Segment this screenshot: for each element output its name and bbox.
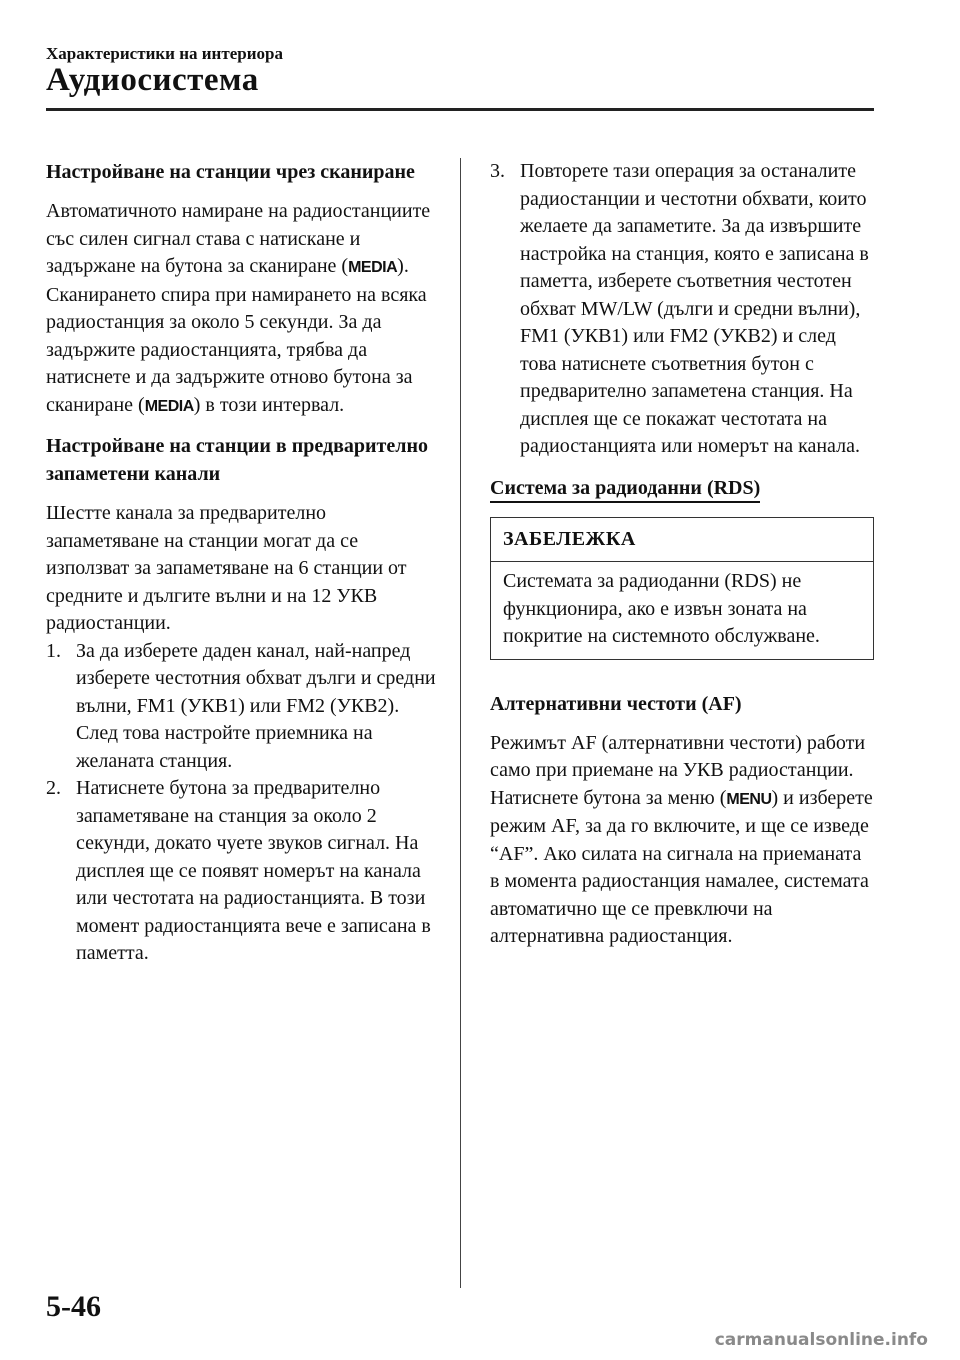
note-box [490, 517, 874, 660]
scan-heading: Настройване на станции чрез сканиране [46, 161, 415, 183]
right-column [490, 158, 874, 963]
page-subtitle: Характеристики на интериора [46, 44, 283, 63]
af-text-1: Режимът AF (алтернативни честоти) работи само при приемане на УКВ радиостанции. Натиснете бутона за меню ( [490, 731, 866, 809]
step-number: 3. [490, 160, 505, 182]
step-text: Повторете тази операция за останалите радиостанции и честотни обхвати, които желаете да запаметите. За да извършите настройка на станция, която е записана в паметта, изберете съответния честотен обхват MW/LW (дълги и средни вълни), FM1 (УКВ1) или FM2 (УКВ2) и след това натиснете съответния бутон с предварително запаметена станция. На дисплея ще се покажат честотата на радиостанцията или номерът на канала. [520, 160, 869, 457]
media-key-icon: MEDIA [348, 259, 398, 276]
af-heading: Алтернативни честоти (AF) [490, 692, 742, 715]
af-paragraph [490, 730, 874, 951]
af-text-2: ) и изберете режим AF, за да го включите, и ще се изведе “AF”. Ако силата на сигнала на приеманата в момента радиостанция намалее, системата автоматично ще се превключи на алтернативна радиостанция. [490, 786, 873, 947]
step-number: 2. [46, 777, 61, 799]
note-text: Системата за радиоданни (RDS) не функционира, ако е извън зоната на покритие на системното обслужване. [503, 570, 820, 647]
watermark: carmanualsonline.info [714, 1330, 928, 1350]
page-title: Аудиосистема [46, 62, 259, 98]
left-column [46, 158, 438, 968]
step-text: Натиснете бутона за предварително запаметяване на станция за около 2 секунди, докато чуете звуков сигнал. На дисплея ще се появят номерът на канала или честотата на радиостанцията. В този момент радиостанцията вече е записана в паметта. [76, 777, 431, 964]
step-text: За да изберете даден канал, най-напред изберете честотния обхват дълги и средни вълни, FM1 (УКВ1) или FM2 (УКВ2). След това настройте приемника на желаната станция. [76, 639, 436, 772]
step-number: 1. [46, 639, 61, 662]
menu-key-icon: MENU [726, 790, 772, 808]
rds-section-heading: Система за радиоданни (RDS) [490, 475, 760, 503]
note-title: ЗАБЕЛЕЖКА [491, 518, 873, 563]
scan-text-3: ) в този интервал. [193, 393, 345, 416]
list-item [46, 775, 438, 968]
title-rule [46, 108, 874, 111]
list-item [46, 638, 438, 776]
page-number: 5-46 [46, 1290, 101, 1323]
scan-paragraph [46, 198, 438, 420]
preset-heading: Настройване на станции в предварително запаметени канали [46, 435, 428, 485]
list-item [490, 158, 874, 461]
preset-steps [46, 638, 438, 968]
column-divider [460, 158, 461, 1288]
media-key-icon: MEDIA [144, 397, 194, 415]
preset-intro: Шестте канала за предварително запаметяване на станции могат да се използват за запаметяване на 6 станции от средните и дългите вълни и на 12 УКВ радиостанции. [46, 502, 407, 634]
scan-text-2: ). Сканирането спира при намирането на всяка радиостанция за около 5 секунди. За да задържите радиостанцията, трябва да натиснете и да задържите отново бутона за сканиране ( [46, 255, 427, 416]
scan-text-1: Автоматичното намиране на радиостанциите със силен сигнал става с натискане и задържане на бутона за сканиране ( [46, 200, 431, 277]
